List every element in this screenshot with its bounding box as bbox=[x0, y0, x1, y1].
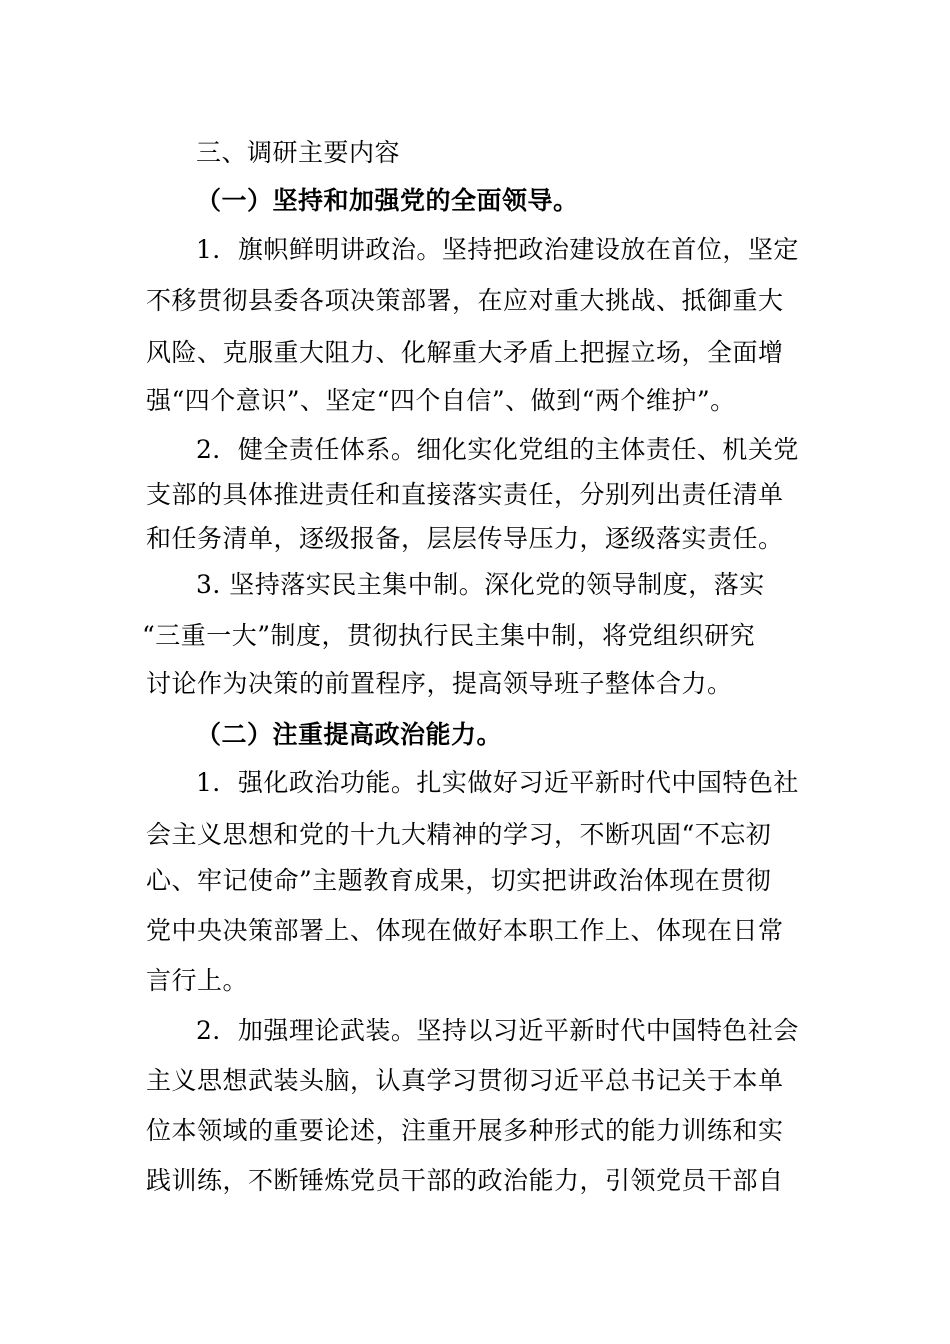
paragraph-line: 强“四个意识”、坚定“四个自信”、做到“两个维护”。 bbox=[146, 386, 736, 415]
paragraph-line: 不移贯彻县委各项决策部署，在应对重大挑战、抵御重大 bbox=[146, 286, 784, 315]
paragraph-line: 3. 坚持落实民主集中制。深化党的领导制度，落实 bbox=[196, 570, 765, 599]
paragraph-line: 位本领域的重要论述，注重开展多种形式的能力训练和实 bbox=[146, 1116, 784, 1145]
paragraph-line: 践训练，不断锤炼党员干部的政治能力，引领党员干部自 bbox=[146, 1166, 784, 1195]
paragraph-line: 和任务清单，逐级报备，层层传导压力，逐级落实责任。 bbox=[146, 524, 784, 553]
paragraph-line: 1．旗帜鲜明讲政治。坚持把政治建设放在首位，坚定 bbox=[196, 235, 799, 264]
paragraph-line: 风险、克服重大阻力、化解重大矛盾上把握立场，全面增 bbox=[146, 338, 784, 367]
subsection-heading-1: （一）坚持和加强党的全面领导。 bbox=[196, 186, 579, 215]
paragraph-line: 会主义思想和党的十九大精神的学习，不断巩固“不忘初 bbox=[146, 820, 772, 849]
subsection-heading-2: （二）注重提高政治能力。 bbox=[196, 720, 503, 749]
paragraph-line: 讨论作为决策的前置程序，提高领导班子整体合力。 bbox=[146, 669, 733, 698]
paragraph-line: 心、牢记使命”主题教育成果，切实把讲政治体现在贯彻 bbox=[146, 866, 772, 895]
paragraph-line: 支部的具体推进责任和直接落实责任，分别列出责任清单 bbox=[146, 480, 784, 509]
section-title: 三、调研主要内容 bbox=[196, 138, 401, 167]
paragraph-line: 言行上。 bbox=[146, 966, 249, 995]
paragraph-line: 2．加强理论武装。坚持以习近平新时代中国特色社会 bbox=[196, 1016, 799, 1045]
paragraph-line: 2．健全责任体系。细化实化党组的主体责任、机关党 bbox=[196, 435, 799, 464]
paragraph-line: 主义思想武装头脑，认真学习贯彻习近平总书记关于本单 bbox=[146, 1066, 784, 1095]
paragraph-line: 党中央决策部署上、体现在做好本职工作上、体现在日常 bbox=[146, 916, 784, 945]
paragraph-line: 1．强化政治功能。扎实做好习近平新时代中国特色社 bbox=[196, 768, 799, 797]
paragraph-line: “三重一大”制度，贯彻执行民主集中制，将党组织研究 bbox=[142, 621, 756, 650]
